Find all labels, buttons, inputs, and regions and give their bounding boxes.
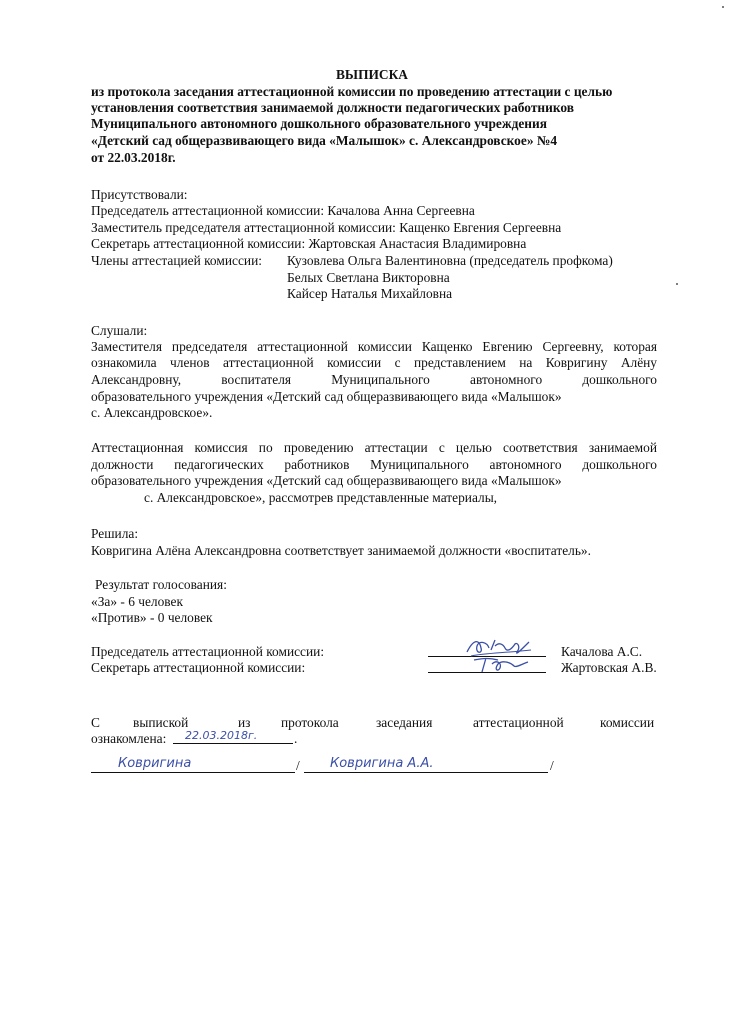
ack-name-handwritten: Ковригина А.А. — [330, 756, 434, 771]
ack-word: комиссии — [600, 715, 655, 730]
heard-heading: Слушали: — [91, 323, 148, 338]
heard-line: Заместителя председателя аттестационной комиссии Кащенко Евгению Сергеевну, которая — [91, 339, 657, 354]
secretary-signature — [470, 652, 540, 674]
ack-end: . — [294, 731, 298, 746]
header-line-1: из протокола заседания аттестационной комиссии по проведению аттестации с целью — [91, 84, 613, 99]
chair-sign-label: Председатель аттестационной комиссии: — [91, 644, 325, 659]
header-line-2: установления соответствия занимаемой должности педагогических работников — [91, 100, 574, 115]
commission-line: образовательного учреждения «Детский сад общеразвивающего вида «Малышок» — [91, 473, 562, 488]
member-item: Кузовлева Ольга Валентиновна (председатель профкома) — [287, 253, 613, 268]
ack-label: ознакомлена: — [91, 731, 167, 746]
secretary-sign-label: Секретарь аттестационной комиссии: — [91, 660, 306, 675]
heard-line: образовательного учреждения «Детский сад общеразвивающего вида «Малышок» — [91, 389, 562, 404]
vote-for: «За» - 6 человек — [91, 594, 183, 609]
heard-line: ознакомила членов аттестационной комиссии с представлением на Ковригину Алёну — [91, 355, 657, 370]
ack-slash-1: / — [296, 758, 300, 773]
ack-word: С — [91, 715, 100, 730]
commission-line: Аттестационная комиссия по проведению аттестации с целью соответствия занимаемой — [91, 440, 657, 455]
secretary-name: Жартовская А.В. — [561, 660, 657, 675]
heard-line: с. Александровское». — [91, 405, 213, 420]
present-chair: Председатель аттестационной комиссии: Качалова Анна Сергеевна — [91, 203, 475, 218]
commission-line: должности педагогических работников Муниципального автономного дошкольного — [91, 457, 657, 472]
present-heading: Присутствовали: — [91, 187, 188, 202]
ack-word: заседания — [376, 715, 433, 730]
header-line-3: Муниципального автономного дошкольного образовательного учреждения — [91, 116, 547, 131]
decided-text: Ковригина Алёна Александровна соответствует занимаемой должности «воспитатель». — [91, 543, 591, 558]
ack-word: из — [238, 715, 251, 730]
members-label: Члены аттестацией комиссии: — [91, 253, 262, 268]
scan-speck — [722, 6, 724, 8]
ack-word: аттестационной — [473, 715, 564, 730]
ack-sign-handwritten: Ковригина — [118, 756, 192, 771]
vote-against: «Против» - 0 человек — [91, 610, 213, 625]
ack-word: протокола — [281, 715, 339, 730]
heard-line: Александровну, воспитателя Муниципального автономного дошкольного — [91, 372, 657, 387]
chair-name: Качалова А.С. — [561, 644, 643, 659]
decided-heading: Решила: — [91, 526, 139, 541]
member-item: Белых Светлана Викторовна — [287, 270, 450, 285]
header-date: от 22.03.2018г. — [91, 150, 176, 165]
vote-heading: Результат голосования: — [95, 577, 227, 592]
ack-sign-line — [91, 772, 295, 773]
document-title: ВЫПИСКА — [336, 67, 408, 82]
present-secretary: Секретарь аттестационной комиссии: Жартовская Анастасия Владимировна — [91, 236, 527, 251]
header-line-4: «Детский сад общеразвивающего вида «Малышок» с. Александровское» №4 — [91, 133, 558, 148]
ack-date-line — [173, 743, 293, 744]
ack-date-handwritten: 22.03.2018г. — [185, 729, 258, 742]
ack-name-line — [304, 772, 548, 773]
member-item: Кайсер Наталья Михайловна — [287, 286, 453, 301]
scan-speck — [676, 283, 678, 285]
ack-word: выпиской — [133, 715, 189, 730]
present-deputy: Заместитель председателя аттестационной комиссии: Кащенко Евгения Сергеевна — [91, 220, 562, 235]
ack-slash-2: / — [550, 758, 554, 773]
commission-line: с. Александровское», рассмотрев представленные материалы, — [144, 490, 498, 505]
